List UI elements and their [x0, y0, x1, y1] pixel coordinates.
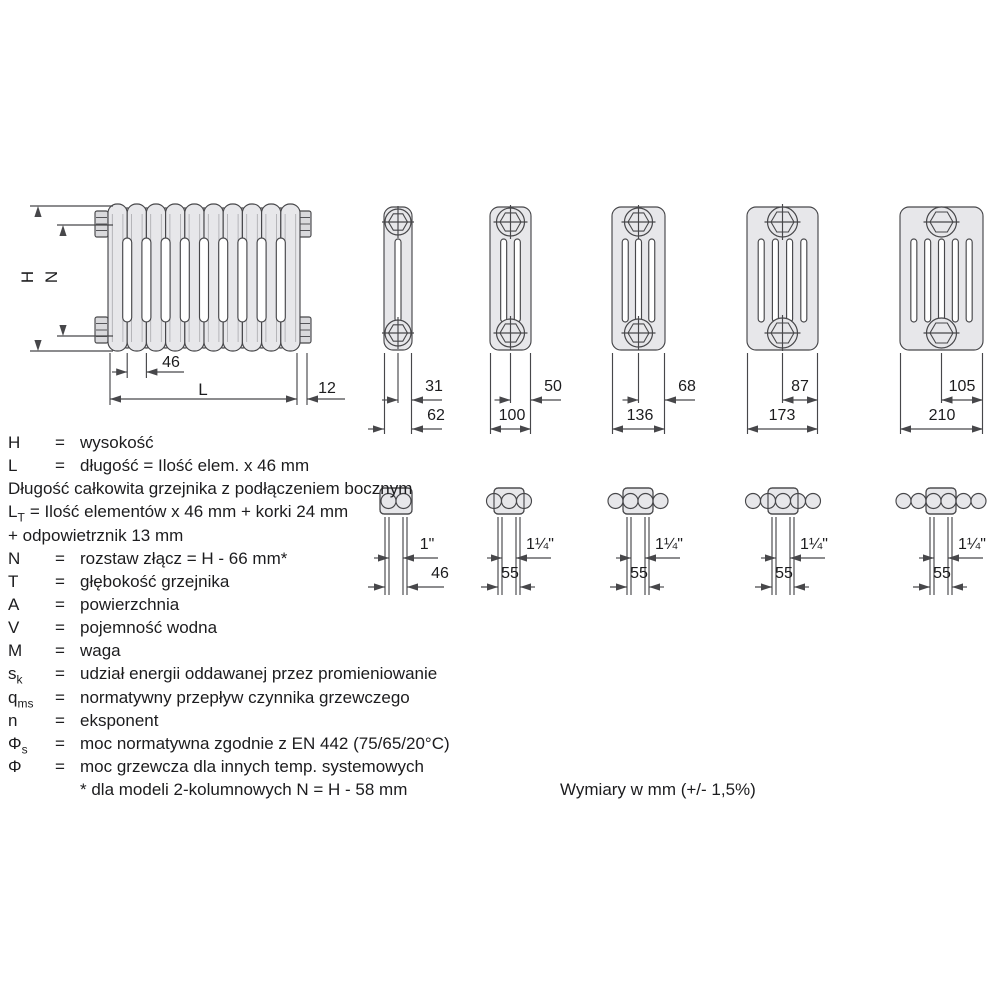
- legend-row-nominal-power: $\Phi_s$ = moc normatywna zgodnie z EN 442 (75/65/20°C): [8, 733, 450, 757]
- dim-label-thread: 1¼": [655, 536, 683, 553]
- legend-row-length: L = długość = Ilość elem. x 46 mm: [8, 456, 310, 476]
- legend-row-other-power: Φ = moc grzewcza dla innych temp. systemowych: [8, 756, 424, 776]
- legend-row-surface: A = powierzchnia: [8, 594, 180, 614]
- dim-label-height: H: [18, 270, 37, 284]
- dim-label-length: L: [198, 380, 208, 399]
- dim-label-thread: 1": [419, 536, 435, 553]
- dim-label-depth: 136: [626, 407, 654, 424]
- dim-label-thread: 1¼": [800, 536, 828, 553]
- dim-label-spacing: 46: [431, 565, 449, 582]
- legend-row-exponent: n = eksponent: [8, 710, 159, 730]
- dim-label-spacing: 55: [933, 565, 951, 582]
- dim-label-depth: 173: [768, 407, 796, 424]
- dim-label-element-width: 46: [162, 354, 180, 371]
- legend-row-radiation-share: $s_k$ = udział energii oddawanej przez promieniowanie: [8, 664, 438, 687]
- legend-row-total-length: $L_T$ = Ilość elementów x 46 mm + korki 24 mm: [8, 502, 349, 525]
- legend-row-total-length-note: Długość całkowita grzejnika z podłączeniem bocznym: [8, 479, 413, 499]
- dim-label-half-depth: 50: [544, 378, 562, 395]
- legend: [8, 431, 508, 801]
- dim-label-depth: 210: [928, 407, 956, 424]
- cross-section-4-column: [612, 205, 695, 434]
- dim-label-half-depth: 68: [678, 378, 696, 395]
- legend-row-water-capacity: V = pojemność wodna: [8, 618, 218, 638]
- dim-label-end-extension: 12: [318, 380, 336, 397]
- dim-label-spacing: 55: [775, 565, 793, 582]
- footnote: Wymiary w mm (+/- 1,5%): [560, 780, 756, 799]
- dim-label-connection-spacing: N: [42, 270, 61, 284]
- legend-row-air-vent: + odpowietrznik 13 mm: [8, 525, 184, 545]
- legend-row-height: H = wysokość: [8, 433, 154, 452]
- dim-label-depth: 62: [427, 407, 445, 424]
- legend-row-connection-spacing: N = rozstaw złącz = H - 66 mm*: [8, 548, 288, 568]
- legend-row-depth: T = głębokość grzejnika: [8, 571, 230, 591]
- dim-label-thread: 1¼": [958, 536, 986, 553]
- cross-section-2-column: [368, 206, 442, 434]
- dim-label-half-depth: 87: [791, 378, 809, 395]
- legend-row-flow: $q_{ms}$ = normatywny przepływ czynnika grzewczego: [8, 687, 410, 710]
- cross-section-6-column: [900, 207, 983, 434]
- legend-row-two-column-note: * dla modeli 2-kolumnowych N = H - 58 mm: [80, 780, 408, 800]
- cross-section-5-column: [747, 204, 818, 434]
- dim-label-spacing: 55: [501, 565, 519, 582]
- dim-label-half-depth: 105: [948, 378, 976, 395]
- cross-section-3-column: [490, 205, 561, 434]
- legend-row-weight: M = waga: [8, 641, 121, 661]
- dim-label-spacing: 55: [630, 565, 648, 582]
- dim-label-thread: 1¼": [526, 536, 554, 553]
- dim-label-depth: 100: [498, 407, 526, 424]
- radiator-front-view: [95, 204, 311, 351]
- front-length-dimensions: [110, 353, 345, 405]
- dim-label-half-depth: 31: [425, 378, 443, 395]
